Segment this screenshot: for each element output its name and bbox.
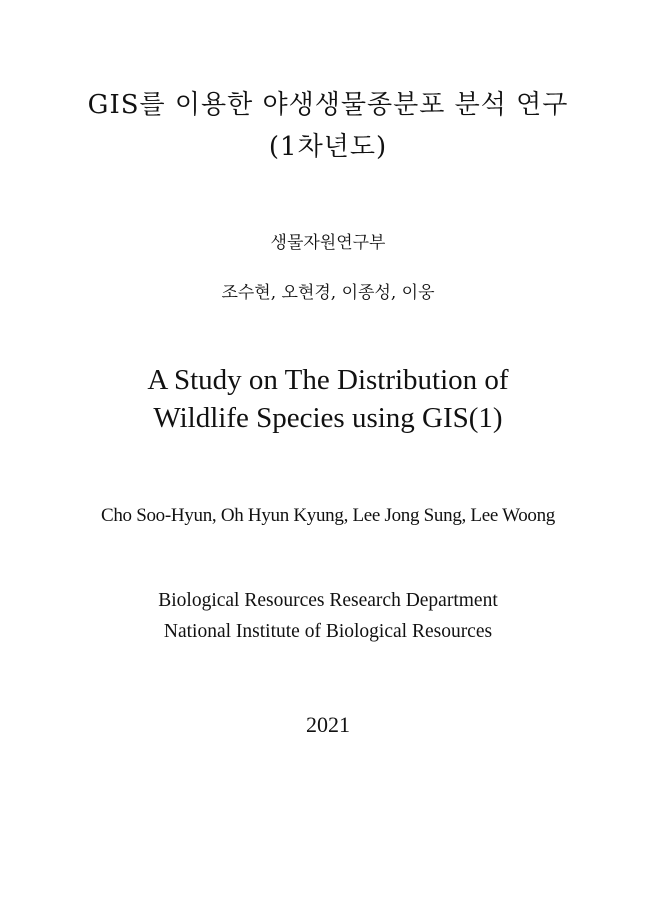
korean-title-line-2: (1차년도): [268, 132, 388, 162]
korean-authors: 조수현, 오현경, 이종성, 이웅: [221, 283, 435, 303]
publication-year: 2021: [306, 712, 350, 737]
korean-department: 생물자원연구부: [270, 233, 386, 253]
english-title-line-2: Wildlife Species using GIS(1): [153, 402, 503, 434]
english-authors: Cho Soo-Hyun, Oh Hyun Kyung, Lee Jong Sung, Lee Woong: [100, 505, 556, 526]
korean-title-line-1: GIS를 이용한 야생생물종분포 분석 연구: [87, 90, 569, 120]
english-department: Biological Resources Research Department: [158, 590, 498, 611]
english-title-line-1: A Study on The Distribution of: [147, 364, 509, 396]
english-institute: National Institute of Biological Resources: [163, 621, 493, 642]
